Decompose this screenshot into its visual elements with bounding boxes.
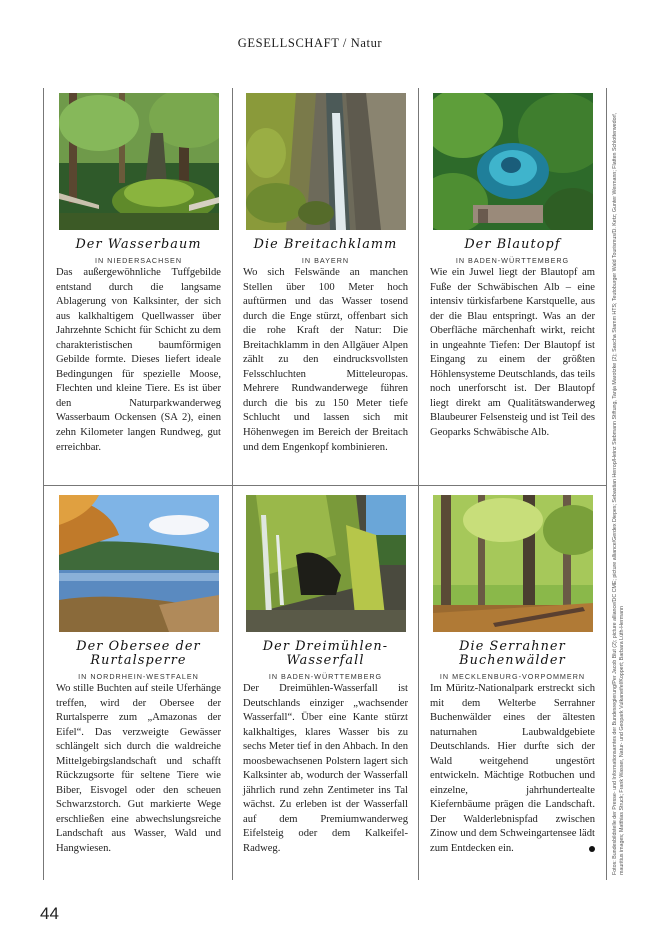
page-number: 44 — [40, 904, 59, 923]
end-marker — [589, 846, 595, 852]
article-title: Der Dreimühlen- Wasserfall — [262, 639, 389, 668]
photo-serrahn — [433, 495, 593, 632]
section-header: GESELLSCHAFT / Natur — [237, 36, 383, 50]
article-title: Der Wasserbaum — [75, 237, 202, 252]
article-text: Das außergewöhnliche Tuffgebilde entstand durch die langsame Ablagerung von Kalksinter, der sich aus kalkhaltigem Quellwasser über Jahrzehnte Schicht für Schicht zu dem charakteristischen baumförmigen Gebilde formte. Dieses liefert ideale Bedingungen für spezielle Moose, Flechten und kleine Tiere. Es ist über den Naturparkwanderweg Wasserbaum Ockensen (SA 2), einen zehn Kilometer langen Rundweg, gut erreichbar. — [56, 267, 221, 453]
lake-photo — [59, 495, 219, 632]
article-serrahn — [430, 495, 595, 857]
article-region: IN BADEN-WÜRTTEMBERG — [455, 256, 570, 265]
article-region: IN MECKLENBURG-VORPOMMERN — [439, 672, 586, 681]
column-divider — [232, 88, 233, 880]
column-divider — [418, 88, 419, 880]
article-text: Wo sich Felswände an manchen Stellen über 100 Meter hoch auftürmen und das Wasser tosend durch die Enge stürzt, offenbart sich die rohe Kraft der Natur: Die Breitachklamm in den Allgäuer Alpen zählt zu den eindrucksvollsten Felsschluchten Mitteleuropas. Mehrere Rundwanderwege führen durch die bis zu 150 Meter tiefe Schlucht und lassen sich mit Höhenwegen im Bereich der Breitach und dem Engenkopf kombinieren. — [243, 267, 408, 453]
blue-spring-photo — [433, 93, 593, 230]
gorge-photo — [246, 93, 406, 230]
photo-rurtalsperre — [59, 495, 219, 632]
article-region: IN BAYERN — [301, 256, 350, 265]
article-region: IN NIEDERSACHSEN — [94, 256, 183, 265]
article-title: Der Obersee der Rurtalsperre — [76, 639, 201, 668]
article-wasserbaum — [56, 93, 221, 455]
photo-credits: Fotos: Bundesbildstelle der Presse- und Informationsamtes der Bundesregierung/Per Jacob Blut (2); picture alliance/DC CME; picture alliance/Gerdex Diepes; Sebastian Herrop/Heinz Siebmann Stiftung, Tanja Marotzke (2); Sascha Stamm HTS; Teutoburger Wald Tourismus/D. Ketz; Gunter Wermann; Flatten Schlotterwedorf, mauritius images; Matthias Struck; Frank Wasser, Natur- und Geopark Vulkaneifel/Koppert; Barbara Lüth-Hermann — [612, 112, 625, 875]
article-text: Im Müritz-Nationalpark erstreckt sich mit dem Welterbe Serrahner Buchenwälder eines der ältesten naturnahen Laubwaldgebiete Deutschlands. Hier durfte sich der Wald weitgehend ungestört entwickeln. Mächtige Rotbuchen und einzelne, jahrhundertealte Kiefernbäume prägen die Landschaft. Der Walderlebnispfad zwischen Zinow und dem Schweingartensee lädt zum Entdecken ein. — [430, 683, 595, 855]
article-rurtalsperre — [56, 495, 221, 857]
article-title: Der Blautopf — [464, 237, 561, 252]
article-region: IN BADEN-WÜRTTEMBERG — [268, 672, 383, 681]
article-text: Wie ein Juwel liegt der Blautopf am Fuße der Schwäbischen Alb – eine intensiv türkisfarbene Karstquelle, aus der die Blau entspringt. Was an der Oberfläche märchenhaft wirkt, reicht in ungeahnte Tiefen: Der Blautopf ist Eingang zu einem der größten Höhlensysteme Deutschlands, das teils noch unerforscht ist. Der Blautopf liegt direkt am Qualitätswanderweg Blaubeurer Felsensteig und ist Teil des Geoparks Schwäbische Alb. — [430, 267, 595, 439]
article-region: IN NORDRHEIN-WESTFALEN — [78, 672, 199, 681]
waterfall-photo — [246, 495, 406, 632]
tuff-tree-photo — [59, 93, 219, 230]
beech-forest-photo — [433, 495, 593, 632]
article-title: Die Breitachklamm — [253, 237, 398, 252]
photo-blautopf — [433, 93, 593, 230]
article-text: Der Dreimühlen-Wasserfall ist Deutschlands einziger „wachsender Wasserfall“. Über eine Kante stürzt kalkhaltiges, klares Wasser bis zu sechs Meter tief in den Ahbach. In den moosbewachsenen Polstern lagert sich Kalksinter ab, wodurch der Wasserfall jährlich rund zehn Zentimeter ins Tal wächst. Zu erleben ist der Wasserfall auf dem Premiumwanderweg Eifelsteig oder dem Kalkeifel-Radweg. — [243, 683, 408, 855]
article-text: Wo stille Buchten auf steile Uferhänge treffen, wird der Obersee der Rurtalsperre zum „Amazonas der Eifel“. Das verzweigte Gewässer schlängelt sich durch die waldreiche Mittelgebirgslandschaft und schafft Rückzugsorte für seltene Tiere wie Biber, Eisvogel oder den scheuen Schwarzstorch. Gut markierte Wege erschließen eine abwechslungsreiche Landschaft aus Wasser, Wald und Hangwiesen. — [56, 683, 221, 855]
photo-dreimuehlen — [246, 495, 406, 632]
article-blautopf — [430, 93, 595, 441]
column-divider — [606, 88, 607, 880]
column-divider — [43, 88, 44, 880]
article-dreimuehlen — [243, 495, 408, 857]
photo-breitachklamm — [246, 93, 406, 230]
article-title: Die Serrahner Buchenwälder — [459, 639, 566, 668]
photo-wasserbaum — [59, 93, 219, 230]
row-divider — [43, 485, 607, 486]
article-breitachklamm — [243, 93, 408, 455]
